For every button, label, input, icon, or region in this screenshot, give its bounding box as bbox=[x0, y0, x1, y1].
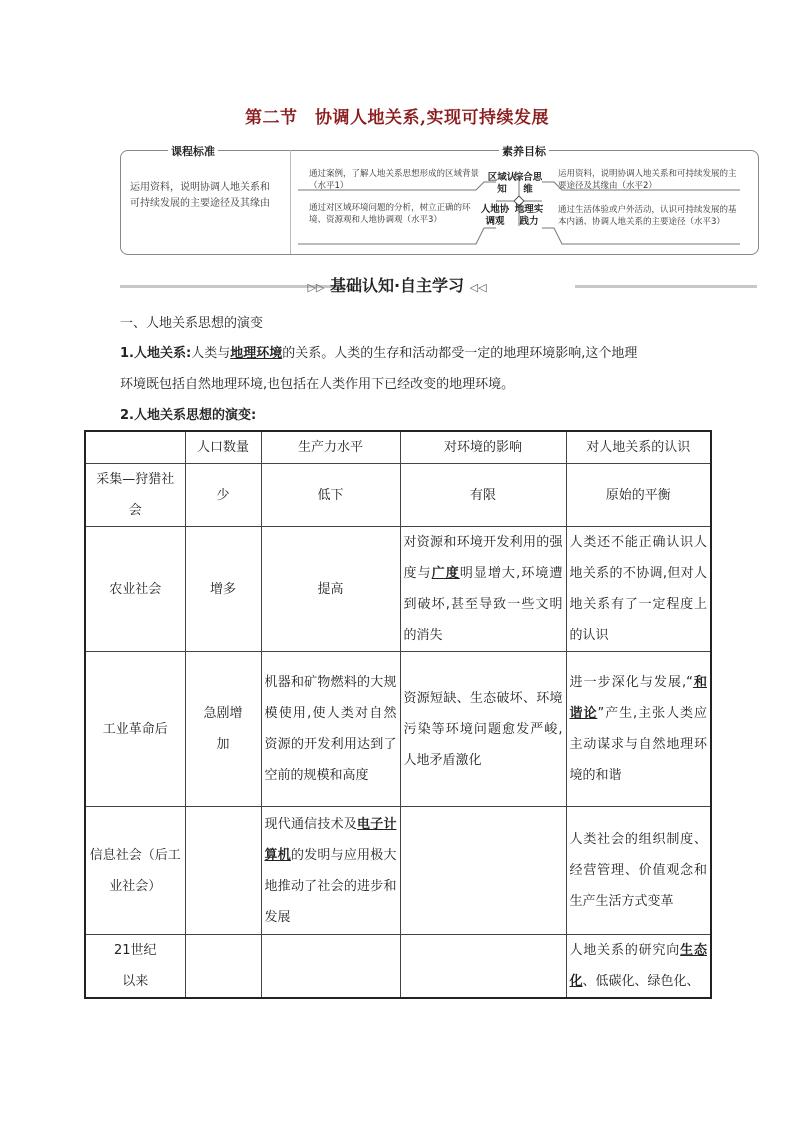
table-row bbox=[85, 652, 711, 807]
banner-arrow-left-icon: ◁◁ bbox=[469, 281, 487, 294]
era-cell: 农业社会 bbox=[85, 527, 185, 652]
productivity-cell: 低下 bbox=[261, 464, 400, 527]
era-cell: 采集—狩猎社会 bbox=[85, 464, 185, 527]
table-header-cell: 对人地关系的认识 bbox=[566, 431, 711, 464]
recognition-cell: 人类社会的组织制度、经营管理、价值观念和生产生活方式变革 bbox=[566, 807, 711, 935]
recognition-cell: 人类还不能正确认识人地关系的不协调,但对人地关系有了一定程度上的认识 bbox=[566, 527, 711, 652]
banner-arrow-right-icon: ▷▷ bbox=[307, 281, 325, 294]
era-cell: 21世纪以来 bbox=[85, 935, 185, 999]
recognition-cell bbox=[566, 652, 711, 807]
table-row bbox=[85, 527, 711, 652]
hub-geographic-practice: 地理实践力 bbox=[514, 204, 544, 227]
recognition-text-a: 人地关系的研究向 bbox=[569, 943, 681, 958]
page-title: 第二节 协调人地关系,实现可持续发展 bbox=[245, 108, 549, 128]
population-cell: 急剧增加 bbox=[185, 652, 261, 807]
item1-line2: 环境既包括自然地理环境,也包括在人类作用下已经改变的地理环境。 bbox=[120, 377, 515, 392]
table-header-row bbox=[85, 431, 711, 464]
population-cell bbox=[185, 807, 261, 935]
impact-cell bbox=[400, 935, 566, 999]
table-header-cell: 人口数量 bbox=[185, 431, 261, 464]
productivity-cell: 提高 bbox=[261, 527, 400, 652]
productivity-text-b: 的发明与应用极大地推动了社会的进步和发展 bbox=[264, 847, 397, 925]
era-cell: 工业革命后 bbox=[85, 652, 185, 807]
impact-cell: 资源短缺、生态破坏、环境污染等环境问题愈发严峻,人地矛盾激化 bbox=[400, 652, 566, 807]
course-standard-text: 运用资料，说明协调人地关系和可持续发展的主要途径及其缘由 bbox=[130, 182, 270, 209]
item1-line1 bbox=[120, 342, 637, 361]
table-row bbox=[85, 464, 711, 527]
productivity-key-blank: 电子计算机 bbox=[264, 816, 397, 863]
productivity-cell bbox=[261, 935, 400, 999]
table-header-cell bbox=[85, 431, 185, 464]
goal-bottom-right: 通过生活体验或户外活动，认识可持续发展的基本内涵、协调人地关系的主要途径（水平3） bbox=[558, 205, 737, 227]
impact-key-blank: 广度 bbox=[431, 566, 460, 581]
goal-bottom-left: 通过对区域环境问题的分析，树立正确的环境、资源观和人地协调观（水平3） bbox=[309, 203, 471, 225]
hub-integrated-thinking: 综合思维 bbox=[513, 172, 543, 195]
table-header-cell: 生产力水平 bbox=[261, 431, 400, 464]
course-standard-label: 课程标准 bbox=[168, 143, 218, 159]
impact-cell bbox=[400, 807, 566, 935]
recognition-text-a: 进一步深化与发展,“ bbox=[569, 675, 693, 690]
productivity-cell: 机器和矿物燃料的大规模使用,使人类对自然资源的开发利用达到了空前的规模和高度 bbox=[261, 652, 400, 807]
impact-cell bbox=[400, 527, 566, 652]
evolution-table bbox=[84, 430, 712, 999]
item1-colon: : bbox=[186, 346, 192, 361]
recognition-key-blank: 和谐论 bbox=[569, 675, 707, 721]
goal-top-right: 运用资料，说明协调人地关系和可持续发展的主要途径及其缘由（水平2） bbox=[558, 169, 737, 191]
recognition-text-b: ”产生,主张人类应主动谋求与自然地理环境的和谐 bbox=[569, 706, 707, 783]
era-cell: 信息社会（后工业社会） bbox=[85, 807, 185, 935]
section-banner bbox=[0, 273, 794, 296]
part1-heading: 一、人地关系思想的演变 bbox=[120, 316, 264, 331]
recognition-text-b: 、低碳化、绿色化、 bbox=[582, 974, 700, 989]
standards-divider bbox=[290, 150, 291, 254]
item2-heading: 2.人地关系思想的演变: bbox=[120, 408, 257, 423]
impact-text-b: 明显增大,环境遭到破坏,甚至导致一些文明的消失 bbox=[403, 566, 563, 643]
table-header-cell: 对环境的影响 bbox=[400, 431, 566, 464]
section-banner-text: 基础认知·自主学习 bbox=[329, 276, 465, 295]
recognition-cell: 原始的平衡 bbox=[566, 464, 711, 527]
goal-top-left: 通过案例，了解人地关系思想形成的区域背景（水平1） bbox=[309, 169, 480, 191]
population-cell: 增多 bbox=[185, 527, 261, 652]
literacy-goal-label: 素养目标 bbox=[499, 143, 549, 159]
productivity-text-a: 现代通信技术及 bbox=[264, 816, 358, 832]
impact-text-a: 对资源和环境开发利用的强度与 bbox=[403, 535, 563, 581]
hub-human-land-coordination: 人地协调观 bbox=[480, 204, 510, 227]
item1-key-blank: 地理环境 bbox=[230, 346, 283, 361]
productivity-cell bbox=[261, 807, 400, 935]
recognition-cell bbox=[566, 935, 711, 999]
impact-cell: 有限 bbox=[400, 464, 566, 527]
item1-pre: 人类与 bbox=[191, 346, 231, 361]
table-row bbox=[85, 935, 711, 999]
item1-post: 的关系。人类的生存和活动都受一定的地理环境影响,这个地理 bbox=[282, 346, 638, 361]
item1-number: 1. bbox=[120, 346, 134, 361]
population-cell: 少 bbox=[185, 464, 261, 527]
recognition-key-blank: 生态化 bbox=[569, 943, 707, 989]
item1-term: 人地关系 bbox=[133, 346, 186, 361]
population-cell bbox=[185, 935, 261, 999]
table-row bbox=[85, 807, 711, 935]
hub-regional-cognition: 区域认知 bbox=[487, 172, 517, 195]
